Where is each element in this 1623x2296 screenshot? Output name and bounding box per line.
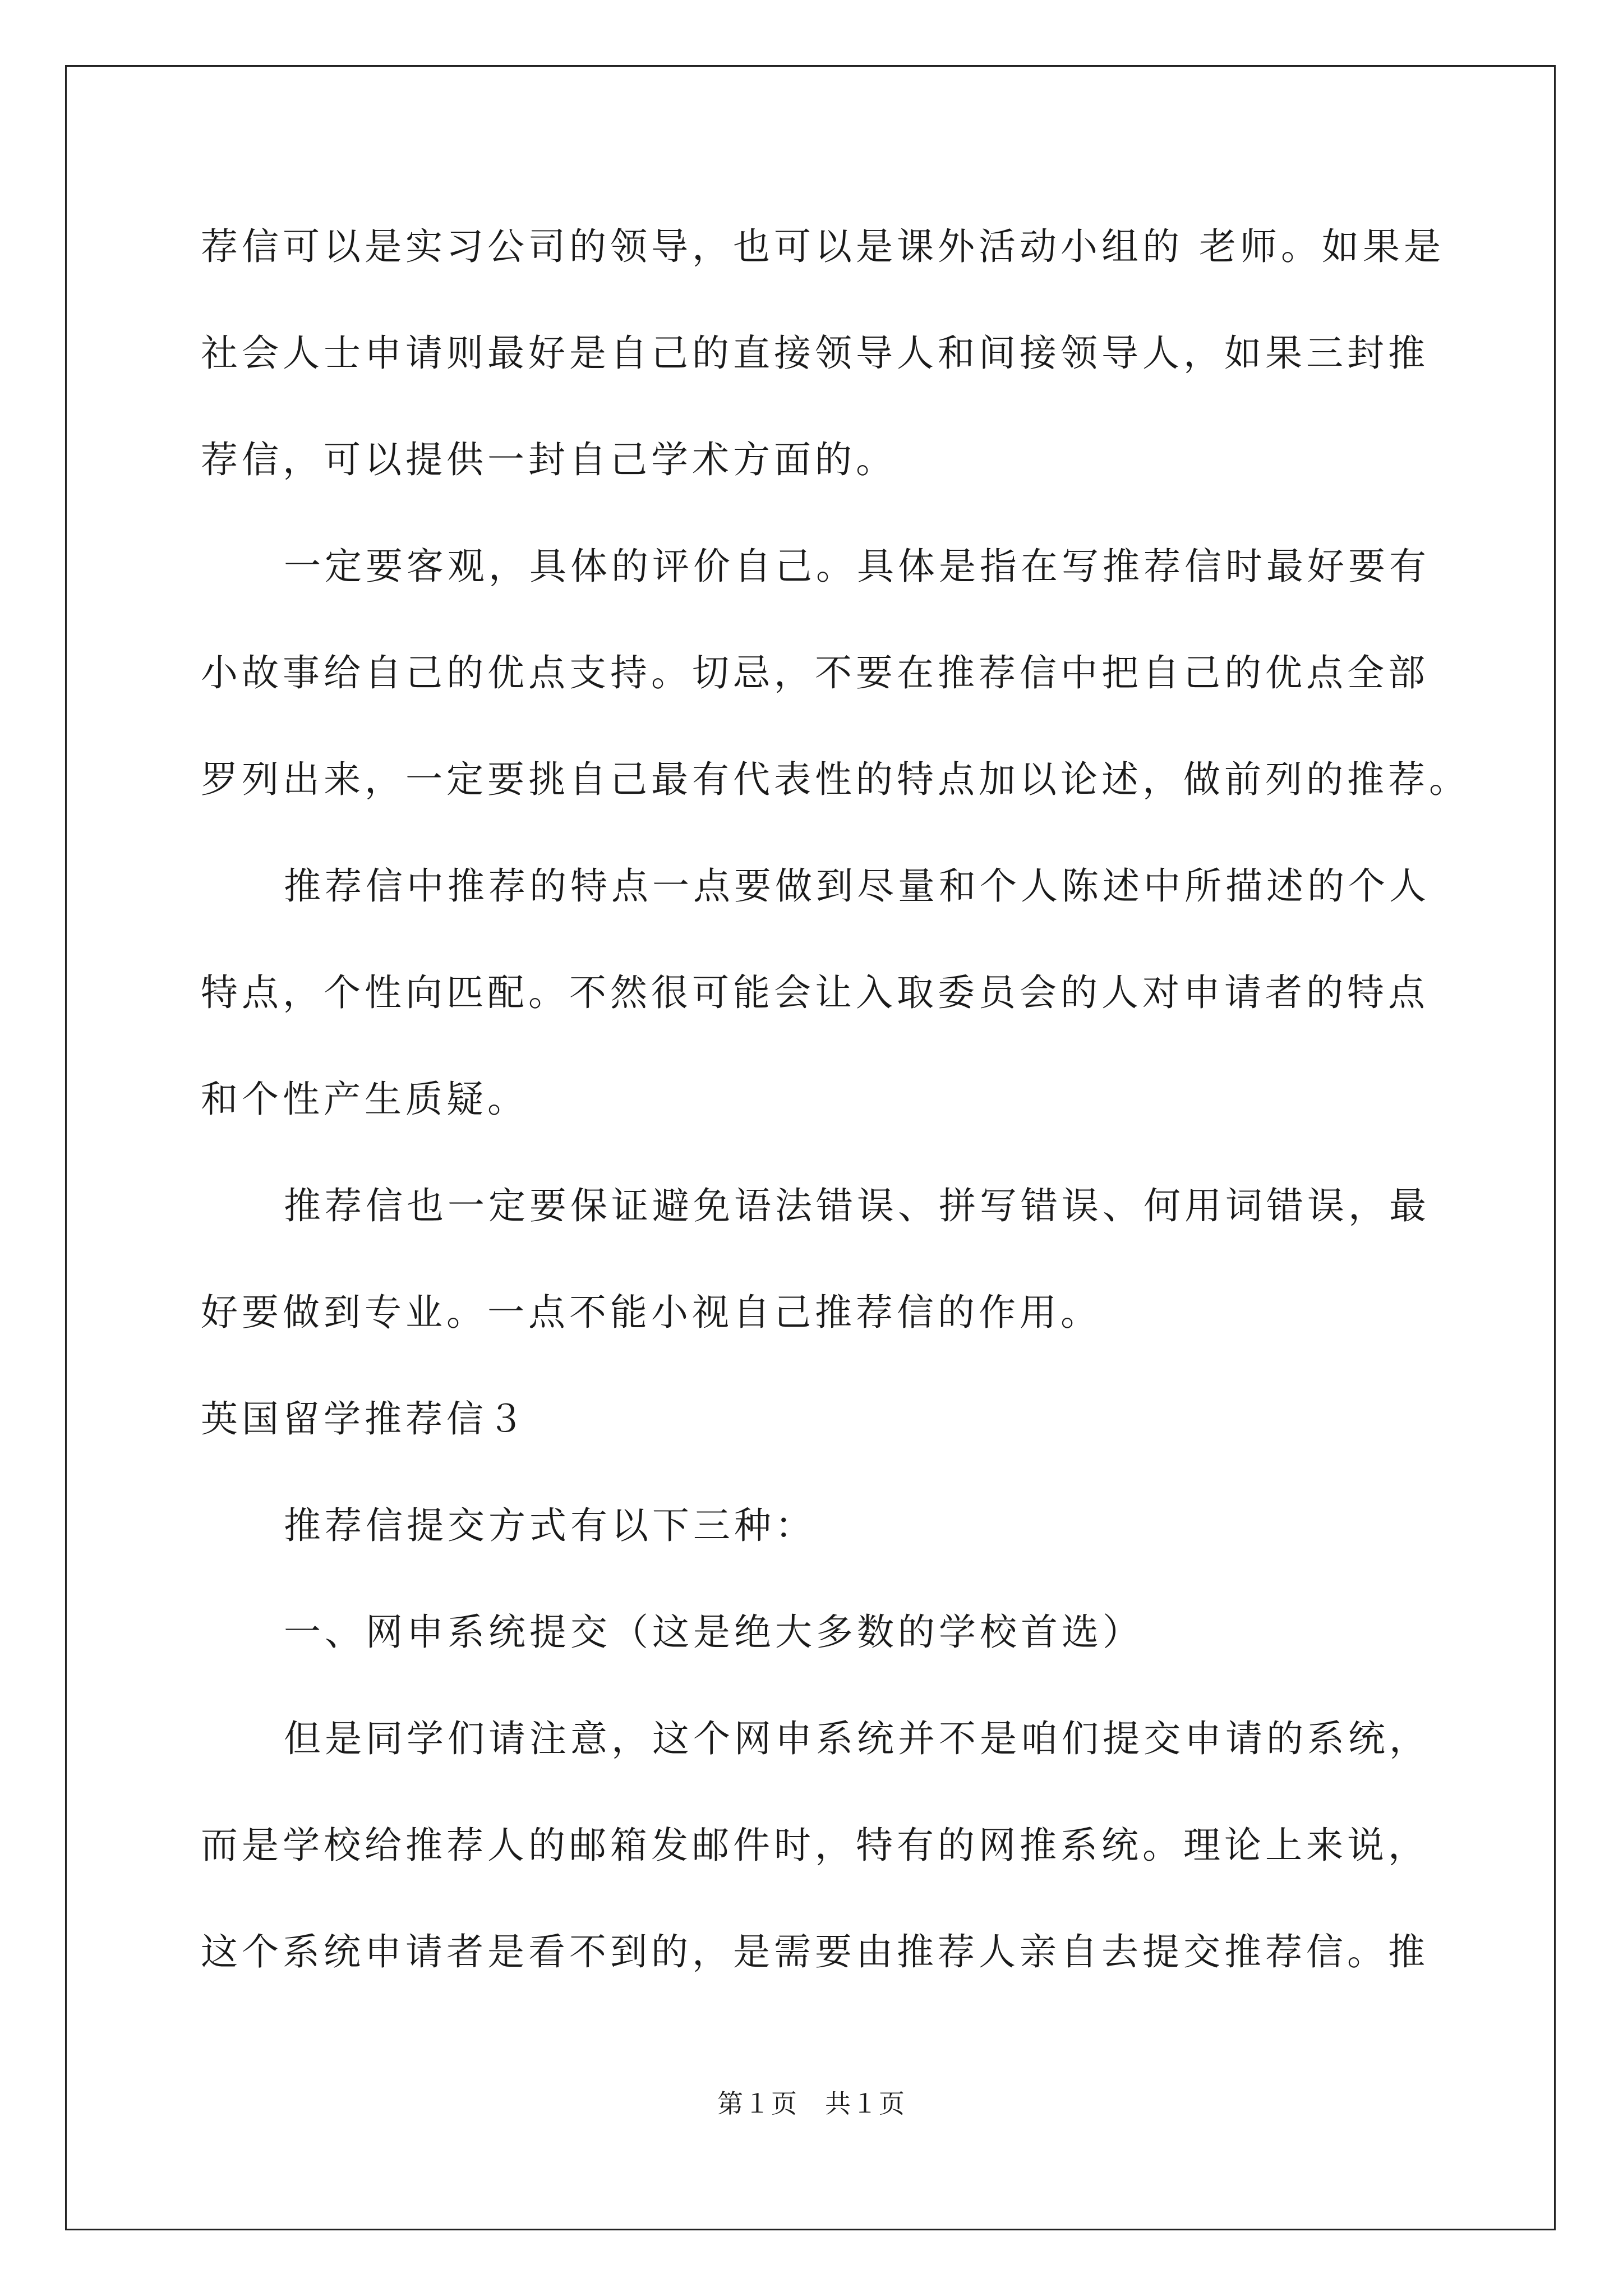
text-line: 一、网申系统提交（这是绝大多数的学校首选） — [284, 1611, 1144, 1654]
text-line: 推荐信也一定要保证避免语法错误、拼写错误、何用词错误，最 — [284, 1184, 1430, 1227]
text-line: 小故事给自己的优点支持。切忌，不要在推荐信中把自己的优点全部 — [201, 651, 1429, 694]
text-line: 荐信可以是实习公司的领导，也可以是课外活动小组的 老师。如果是 — [201, 225, 1445, 268]
text-line: 推荐信提交方式有以下三种： — [284, 1504, 816, 1547]
page-footer: 第１页 共１页 — [717, 2088, 906, 2119]
text-line: 一定要客观，具体的评价自己。具体是指在写推荐信时最好要有 — [284, 545, 1430, 588]
text-line: 而是学校给推荐人的邮箱发邮件时，特有的网推系统。理论上来说， — [201, 1824, 1429, 1867]
text-line: 罗列出来，一定要挑自己最有代表性的特点加以论述，做前列的推荐。 — [201, 758, 1470, 801]
text-line: 荐信，可以提供一封自己学术方面的。 — [201, 438, 897, 481]
text-line: 但是同学们请注意，这个网申系统并不是咱们提交申请的系统， — [284, 1717, 1430, 1760]
text-line: 社会人士申请则最好是自己的直接领导人和间接领导人，如果三封推 — [201, 332, 1429, 375]
text-line: 和个性产生质疑。 — [201, 1078, 528, 1121]
text-line: 这个系统申请者是看不到的，是需要由推荐人亲自去提交推荐信。推 — [201, 1930, 1429, 1973]
text-line: 特点，个性向匹配。不然很可能会让入取委员会的人对申请者的特点 — [201, 971, 1429, 1014]
text-line: 好要做到专业。一点不能小视自己推荐信的作用。 — [201, 1291, 1101, 1334]
text-line: 推荐信中推荐的特点一点要做到尽量和个人陈述中所描述的个人 — [284, 864, 1430, 908]
page-border — [65, 65, 1556, 2230]
section-heading: 英国留学推荐信３ — [201, 1397, 528, 1441]
